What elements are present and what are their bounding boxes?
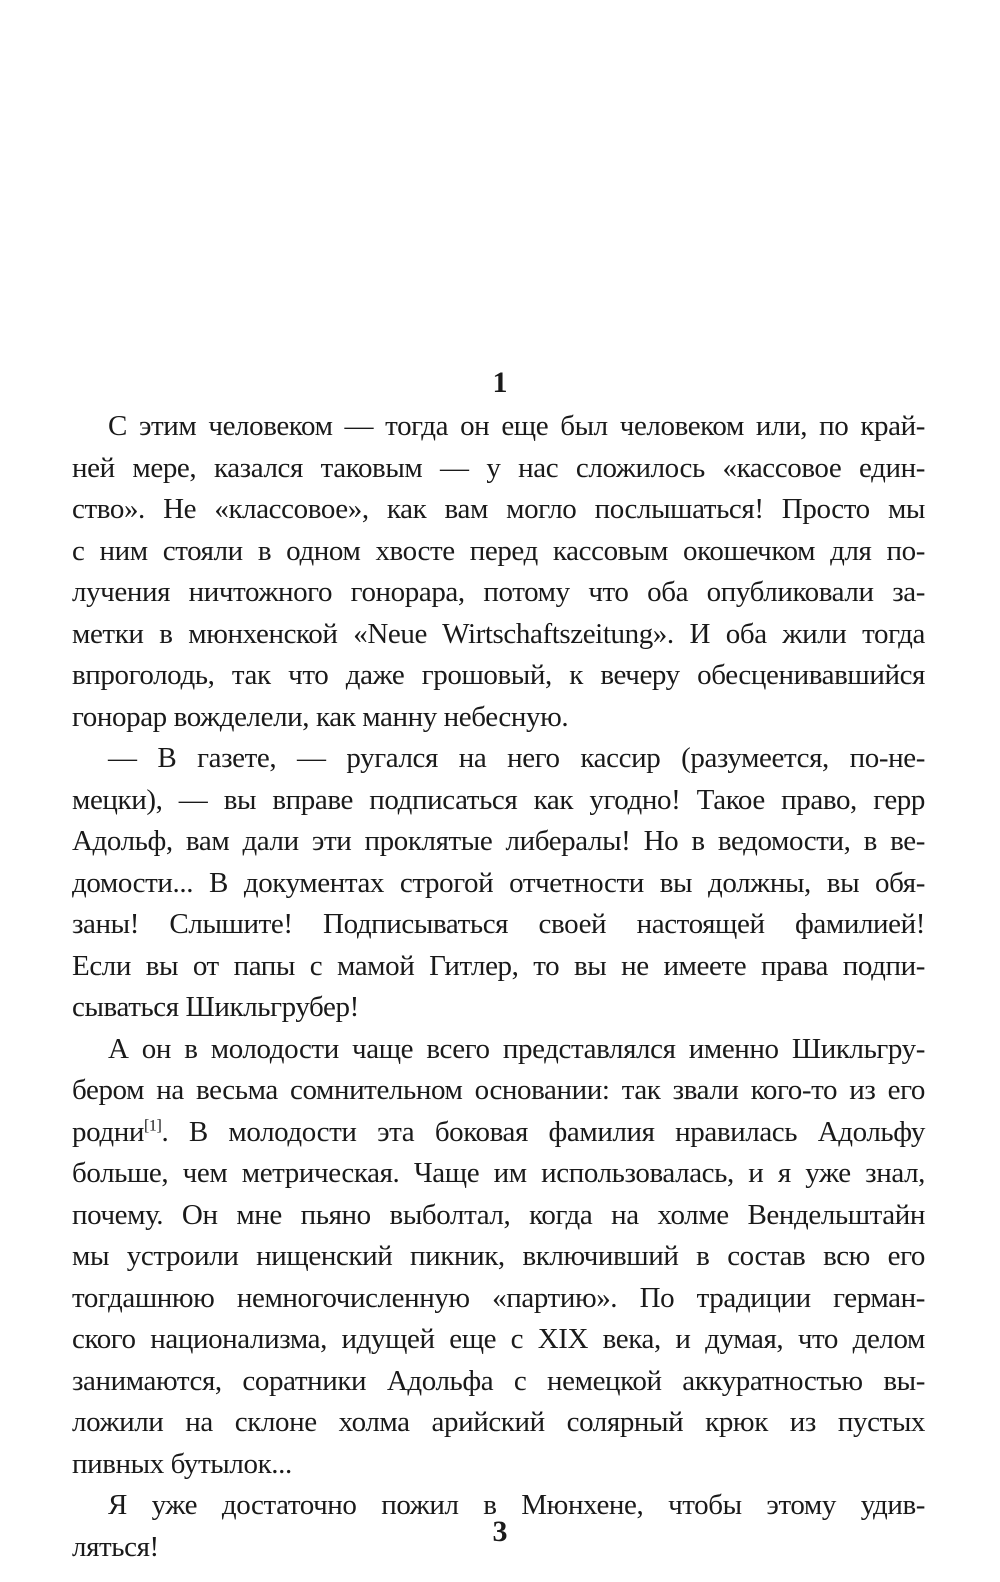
text-line	[72, 1195, 925, 1237]
text-line	[72, 1444, 925, 1486]
line-text: заны! Слышите! Подписываться своей настоящей фамилией!	[72, 908, 925, 940]
text-line	[72, 863, 925, 905]
line-text: лучения ничтожного гонорара, потому что оба опубликовали за-	[72, 576, 925, 608]
text-line	[72, 1112, 925, 1154]
text-line	[72, 1361, 925, 1403]
line-text: ство». Не «классовое», как вам могло послышаться! Просто мы	[72, 493, 925, 525]
text-line	[72, 614, 925, 656]
body-text	[72, 406, 925, 1568]
text-line	[72, 406, 925, 448]
line-text: Если вы от папы с мамой Гитлер, то вы не имеете права подпи-	[72, 949, 925, 982]
text-line	[72, 531, 925, 573]
text-line	[72, 448, 925, 490]
line-text: занимаются, соратники Адольфа с немецкой аккуратностью вы-	[72, 1364, 925, 1397]
text-line	[72, 572, 925, 614]
line-text: ляться!	[72, 1530, 159, 1563]
line-text: почему. Он мне пьяно выболтал, когда на холме Вендельштайн	[72, 1198, 925, 1231]
text-line	[72, 697, 925, 739]
text-line	[72, 1402, 925, 1444]
line-text: с ним стояли в одном хвосте перед кассовым окошечком для по-	[72, 534, 925, 567]
line-text: бером на весьма сомнительном основании: так звали кого-то из его	[72, 1074, 925, 1106]
text-line	[72, 946, 925, 988]
line-text: Я уже достаточно пожил в Мюнхене, чтобы этому удив-	[108, 1489, 925, 1521]
text-line	[72, 738, 925, 780]
chapter-number: 1	[492, 366, 508, 399]
line-text: ского национализма, идущей еще с XIX века, и думая, что делом	[72, 1323, 925, 1355]
line-text: впроголодь, так что даже грошовый, к вечеру обесценивавшийся	[72, 659, 925, 691]
text-line	[72, 1029, 925, 1071]
line-text: Адольф, вам дали эти проклятые либералы! Но в ведомости, в ве-	[72, 825, 925, 857]
text-line	[72, 655, 925, 697]
line-text: ней мере, казался таковым — у нас сложилось «кассовое един-	[72, 451, 925, 484]
line-text: — В газете, — ругался на него кассир (разумеется, по-не-	[108, 742, 925, 774]
text-line	[72, 1153, 925, 1195]
line-text: родни	[72, 1115, 144, 1148]
text-line	[72, 821, 925, 863]
text-line	[72, 1236, 925, 1278]
text-line	[72, 1319, 925, 1361]
line-text: тогдашнюю немногочисленную «партию». По традиции герман-	[72, 1281, 925, 1314]
line-text: мецки), — вы вправе подписаться как угодно! Такое право, герр	[72, 783, 925, 816]
text-line	[72, 987, 925, 1029]
page-number: 3	[492, 1515, 508, 1548]
line-text: С этим человеком — тогда он еще был человеком или, по край-	[108, 410, 925, 442]
line-text: А он в молодости чаще всего представлялся именно Шикльгру-	[108, 1032, 925, 1065]
line-text: пивных бутылок...	[72, 1447, 292, 1480]
footnote-reference[interactable]: [1]	[143, 1116, 162, 1134]
text-line	[72, 780, 925, 822]
line-text: гонорар вожделели, как манну небесную.	[72, 700, 569, 733]
line-text: метки в мюнхенской «Neue Wirtschaftszeitung». И оба жили тогда	[72, 617, 925, 650]
line-text: мы устроили нищенский пикник, включивший в состав всю его	[72, 1240, 925, 1272]
line-text: домости... В документах строгой отчетности вы должны, вы обя-	[72, 866, 925, 899]
line-text: больше, чем метрическая. Чаще им использовалась, и я уже знал,	[72, 1157, 925, 1189]
text-line	[72, 1070, 925, 1112]
text-line	[72, 904, 925, 946]
text-line	[72, 489, 925, 531]
text-line	[72, 1278, 925, 1320]
line-text: . В молодости эта боковая фамилия нравилась Адольфу	[161, 1115, 925, 1148]
line-text: сываться Шикльгрубер!	[72, 991, 359, 1023]
line-text: ложили на склоне холма арийский солярный крюк из пустых	[72, 1406, 925, 1438]
